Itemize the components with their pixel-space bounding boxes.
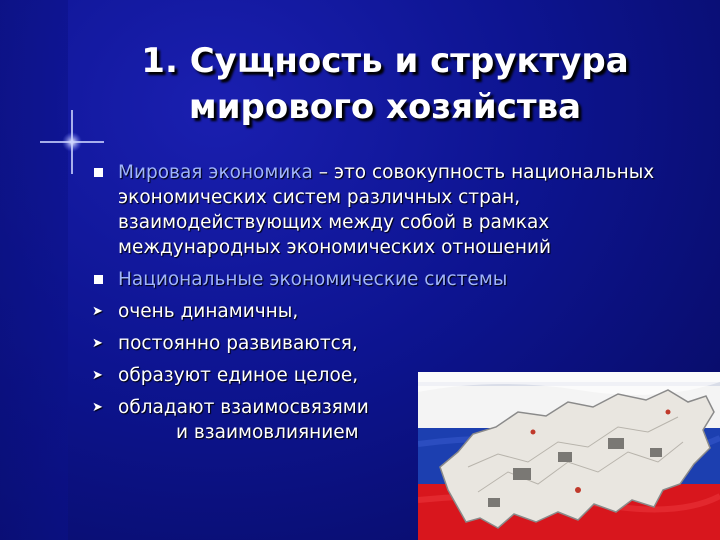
list-item-continuation: и взаимовлиянием [176, 422, 359, 443]
arrow-bullet-icon: ➤ [92, 368, 103, 383]
bullet-national-systems [92, 267, 672, 292]
square-bullet-icon [94, 168, 103, 177]
russia-flag-map-image [418, 372, 720, 540]
arrow-bullet-icon: ➤ [92, 400, 103, 415]
left-decorative-band [0, 0, 68, 540]
arrow-bullet-icon: ➤ [92, 304, 103, 319]
list-item-dynamic [92, 299, 672, 324]
list-item-text: постоянно развиваются, [118, 333, 358, 354]
square-bullet-icon [94, 275, 103, 284]
title-line-1: 1. Сущность и структура [141, 41, 629, 81]
arrow-bullet-icon: ➤ [92, 336, 103, 351]
list-item-text: обладают взаимосвязями [118, 397, 369, 418]
term-world-economy: Мировая экономика [118, 162, 313, 183]
term-national-systems: Национальные экономические системы [118, 269, 508, 290]
list-item-text: образуют единое целое, [118, 365, 359, 386]
slide-title [90, 38, 680, 130]
title-line-2: мирового хозяйства [188, 87, 582, 127]
list-item-text: очень динамичны, [118, 301, 299, 322]
definition-text: – это совокупность национальных экономических систем различных стран, взаимодействующих между собой в рамках международных экономических отношений [118, 162, 655, 258]
bullet-world-economy [92, 160, 672, 260]
list-item-developing [92, 331, 672, 356]
